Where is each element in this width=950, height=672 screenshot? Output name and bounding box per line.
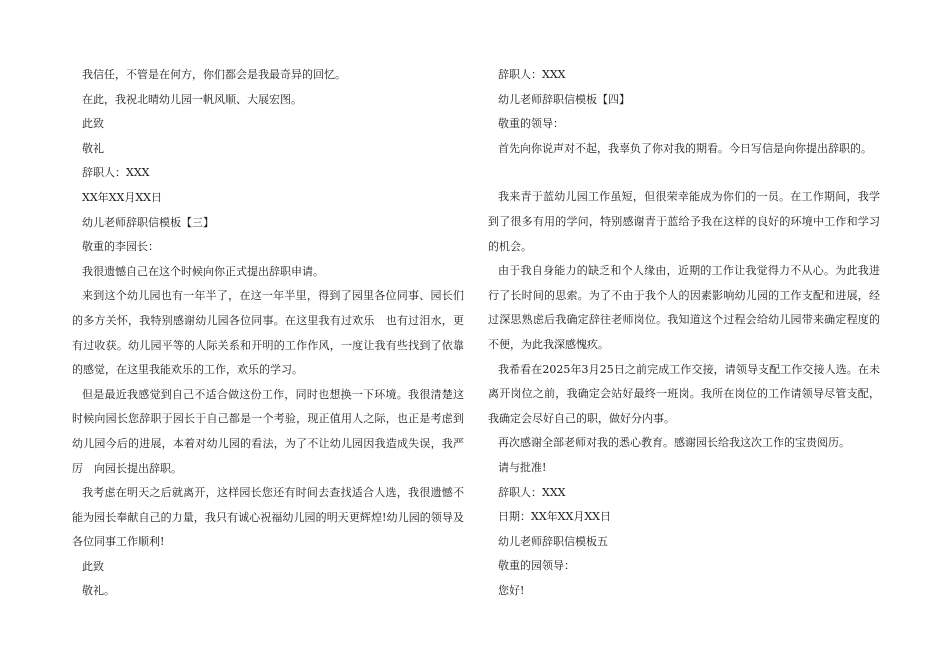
paragraph: 在此，我祝北晴幼儿园一帆风顺、大展宏图。 — [82, 92, 302, 106]
left-column — [72, 63, 464, 604]
paragraph: 来到这个幼儿园也有一年半了，在这一年半里，得到了园里各位同事、园长们的多方关怀，我特别感谢幼儿园各位同事。在这里我有过欢乐 也有过泪水，更有过收获。幼儿园平等的人际关系和开明的工作作风，一度让我有些找到了依靠的感觉，在这里我能欢乐的工作，欢乐的学习。 — [72, 289, 464, 377]
section-heading: 幼儿老师辞职信模板【四】 — [498, 92, 630, 106]
signature-line: 辞职人：XXX — [498, 68, 566, 81]
signature-line: 辞职人：XXX — [82, 166, 150, 180]
closing-line: 敬礼。 — [82, 584, 115, 598]
salutation: 敬重的领导： — [498, 117, 564, 131]
paragraph: 我考虑在明天之后就离开，这样园长您还有时间去查找适合人选，我很遗憾不能为园长奉献自己的力量，我只有诚心祝福幼儿园的明天更辉煌!幼儿园的领导及各位同事工作顺利! — [72, 486, 464, 549]
closing-line: 敬礼 — [82, 141, 104, 155]
paragraph: 我很遗憾自己在这个时候向你正式提出辞职申请。 — [82, 264, 324, 278]
closing-line: 此致 — [82, 117, 104, 131]
salutation: 敬重的园领导： — [498, 559, 575, 573]
section-heading: 幼儿老师辞职信模板五 — [498, 534, 608, 548]
paragraph: 由于我自身能力的缺乏和个人缘由，近期的工作让我觉得力不从心。为此我进行了长时间的思索。为了不由于我个人的因素影响幼儿园的工作支配和进展，经过深思熟虑后我确定辞往老师岗位。我知道这个过程会给幼儿园带来确定程度的不便，为此我深感愧疚。 — [488, 264, 880, 351]
paragraph: 您好! — [498, 583, 525, 597]
paragraph: 再次感谢全部老师对我的悉心教育。感谢园长给我这次工作的宝贵阅历。 — [498, 436, 850, 450]
paragraph: 首先向你说声对不起，我辜负了你对我的期看。今日写信是向你提出辞职的。 — [498, 141, 872, 155]
paragraph: 我希看在2025年3月25日之前完成工作交接，请领导支配工作交接人选。在未离开岗位之前，我确定会站好最终一班岗。我所在岗位的工作请领导尽管支配，我确定会尽好自己的职，做好分内事。 — [488, 362, 880, 425]
salutation: 敬重的李园长： — [82, 240, 159, 254]
date-line: 日期：XX年XX月XX日 — [498, 510, 611, 524]
signature-line: 辞职人：XXX — [498, 485, 566, 499]
paragraph: 我来青于蓝幼儿园工作虽短，但很荣幸能成为你们的一员。在工作期间，我学到了很多有用的学问，特别感谢青于蓝给予我在这样的良好的环境中工作和学习的机会。 — [488, 190, 880, 253]
closing-line: 此致 — [82, 559, 104, 573]
closing-line: 请与批准! — [498, 460, 547, 474]
date-line: XX年XX月XX日 — [82, 190, 162, 204]
paragraph: 但是最近我感觉到自己不适合做这份工作，同时也想换一下环境。我很清楚这时候向园长您辞职于园长于自己都是一个考验，现正值用人之际，也正是考虑到幼儿园今后的进展，本着对幼儿园的看法，为了不让幼儿园因我造成失误，我严厉 向园长提出辞职。 — [72, 387, 464, 475]
right-column — [488, 63, 880, 603]
paragraph: 我信任，不管是在何方，你们都会是我最奇异的回忆。 — [82, 68, 346, 81]
section-heading: 幼儿老师辞职信模板【三】 — [82, 215, 214, 229]
